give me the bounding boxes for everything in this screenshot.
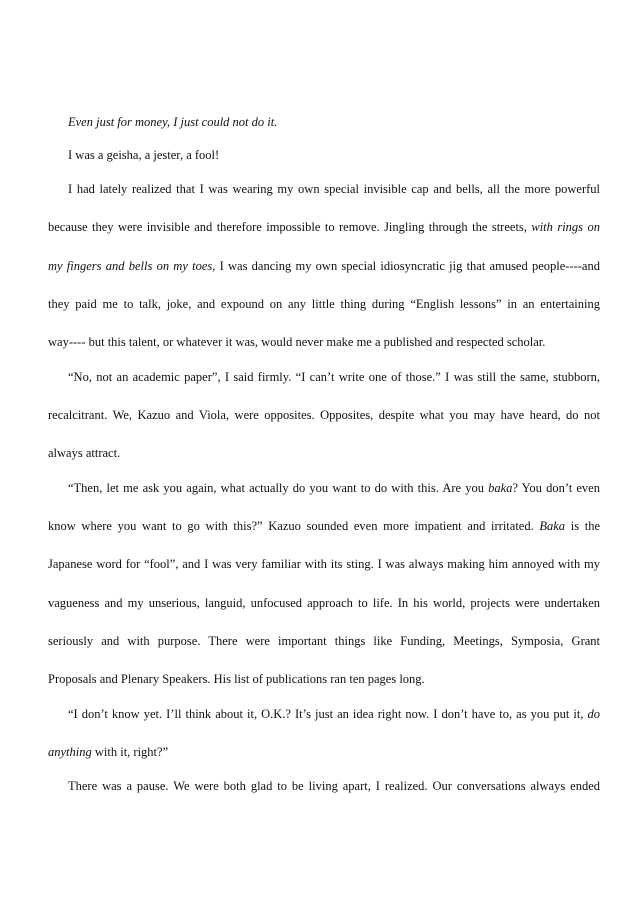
text-span: recalcitrant. We, Kazuo and Viola, were opposites. Opposites, despite what you may have heard, do not bbox=[48, 408, 600, 422]
text-span: they paid me to talk, joke, and expound on any little thing during “English lessons” in an entertaining bbox=[48, 297, 600, 311]
text-span: with rings on bbox=[531, 220, 600, 234]
text-span: do bbox=[587, 707, 600, 721]
text-line bbox=[48, 671, 600, 687]
text-line bbox=[48, 296, 600, 312]
text-line bbox=[48, 258, 600, 274]
text-line bbox=[68, 114, 600, 130]
text-span: way---- but this talent, or whatever it was, would never make me a published and respected scholar. bbox=[48, 335, 546, 349]
text-line bbox=[68, 369, 600, 385]
text-span: always attract. bbox=[48, 446, 121, 460]
text-line bbox=[68, 778, 600, 794]
text-span: Proposals and Plenary Speakers. His list of publications ran ten pages long. bbox=[48, 672, 425, 686]
text-line bbox=[48, 518, 600, 534]
text-span: anything bbox=[48, 745, 92, 759]
text-line bbox=[48, 556, 600, 572]
text-span: Baka bbox=[539, 519, 566, 533]
text-span: I had lately realized that I was wearing my own special invisible cap and bells, all the more powerful bbox=[68, 182, 600, 196]
text-line bbox=[68, 480, 600, 496]
text-span: seriously and with purpose. There were important things like Funding, Meetings, Symposia, Grant bbox=[48, 634, 600, 648]
text-line bbox=[68, 147, 600, 163]
text-line bbox=[68, 706, 600, 722]
text-span: my fingers and bells on my toes, bbox=[48, 259, 216, 273]
text-span: I was dancing my own special idiosyncratic jig that amused people----and bbox=[215, 259, 600, 273]
text-span: I was a geisha, a jester, a fool! bbox=[68, 148, 220, 162]
text-line bbox=[48, 334, 600, 350]
text-line bbox=[48, 744, 600, 760]
text-line bbox=[48, 445, 600, 461]
text-span: is the bbox=[565, 519, 600, 533]
text-line bbox=[68, 181, 600, 197]
text-span: “No, not an academic paper”, I said firmly. “I can’t write one of those.” I was still the same, stubborn, bbox=[68, 370, 600, 384]
text-span: There was a pause. We were both glad to be living apart, I realized. Our conversations always ended bbox=[68, 779, 600, 793]
text-span: because they were invisible and therefore impossible to remove. Jingling through the streets, bbox=[48, 220, 532, 234]
text-line bbox=[48, 633, 600, 649]
text-span: Japanese word for “fool”, and I was very familiar with its sting. I was always making him annoyed with my bbox=[48, 557, 600, 571]
text-span: “Then, let me ask you again, what actually do you want to do with this. Are you bbox=[68, 481, 489, 495]
text-span: “I don’t know yet. I’ll think about it, O.K.? It’s just an idea right now. I don’t have to, as you put it, bbox=[68, 707, 588, 721]
text-span: know where you want to go with this?” Kazuo sounded even more impatient and irritated. bbox=[48, 519, 540, 533]
text-line bbox=[48, 595, 600, 611]
text-line bbox=[48, 407, 600, 423]
text-span: ? You don’t even bbox=[512, 481, 600, 495]
text-span: with it, right?” bbox=[91, 745, 169, 759]
text-line bbox=[48, 219, 600, 235]
text-span: vagueness and my unserious, languid, unfocused approach to life. In his world, projects were undertaken bbox=[48, 596, 600, 610]
text-span: baka bbox=[488, 481, 513, 495]
text-span: Even just for money, I just could not do it. bbox=[68, 115, 278, 129]
